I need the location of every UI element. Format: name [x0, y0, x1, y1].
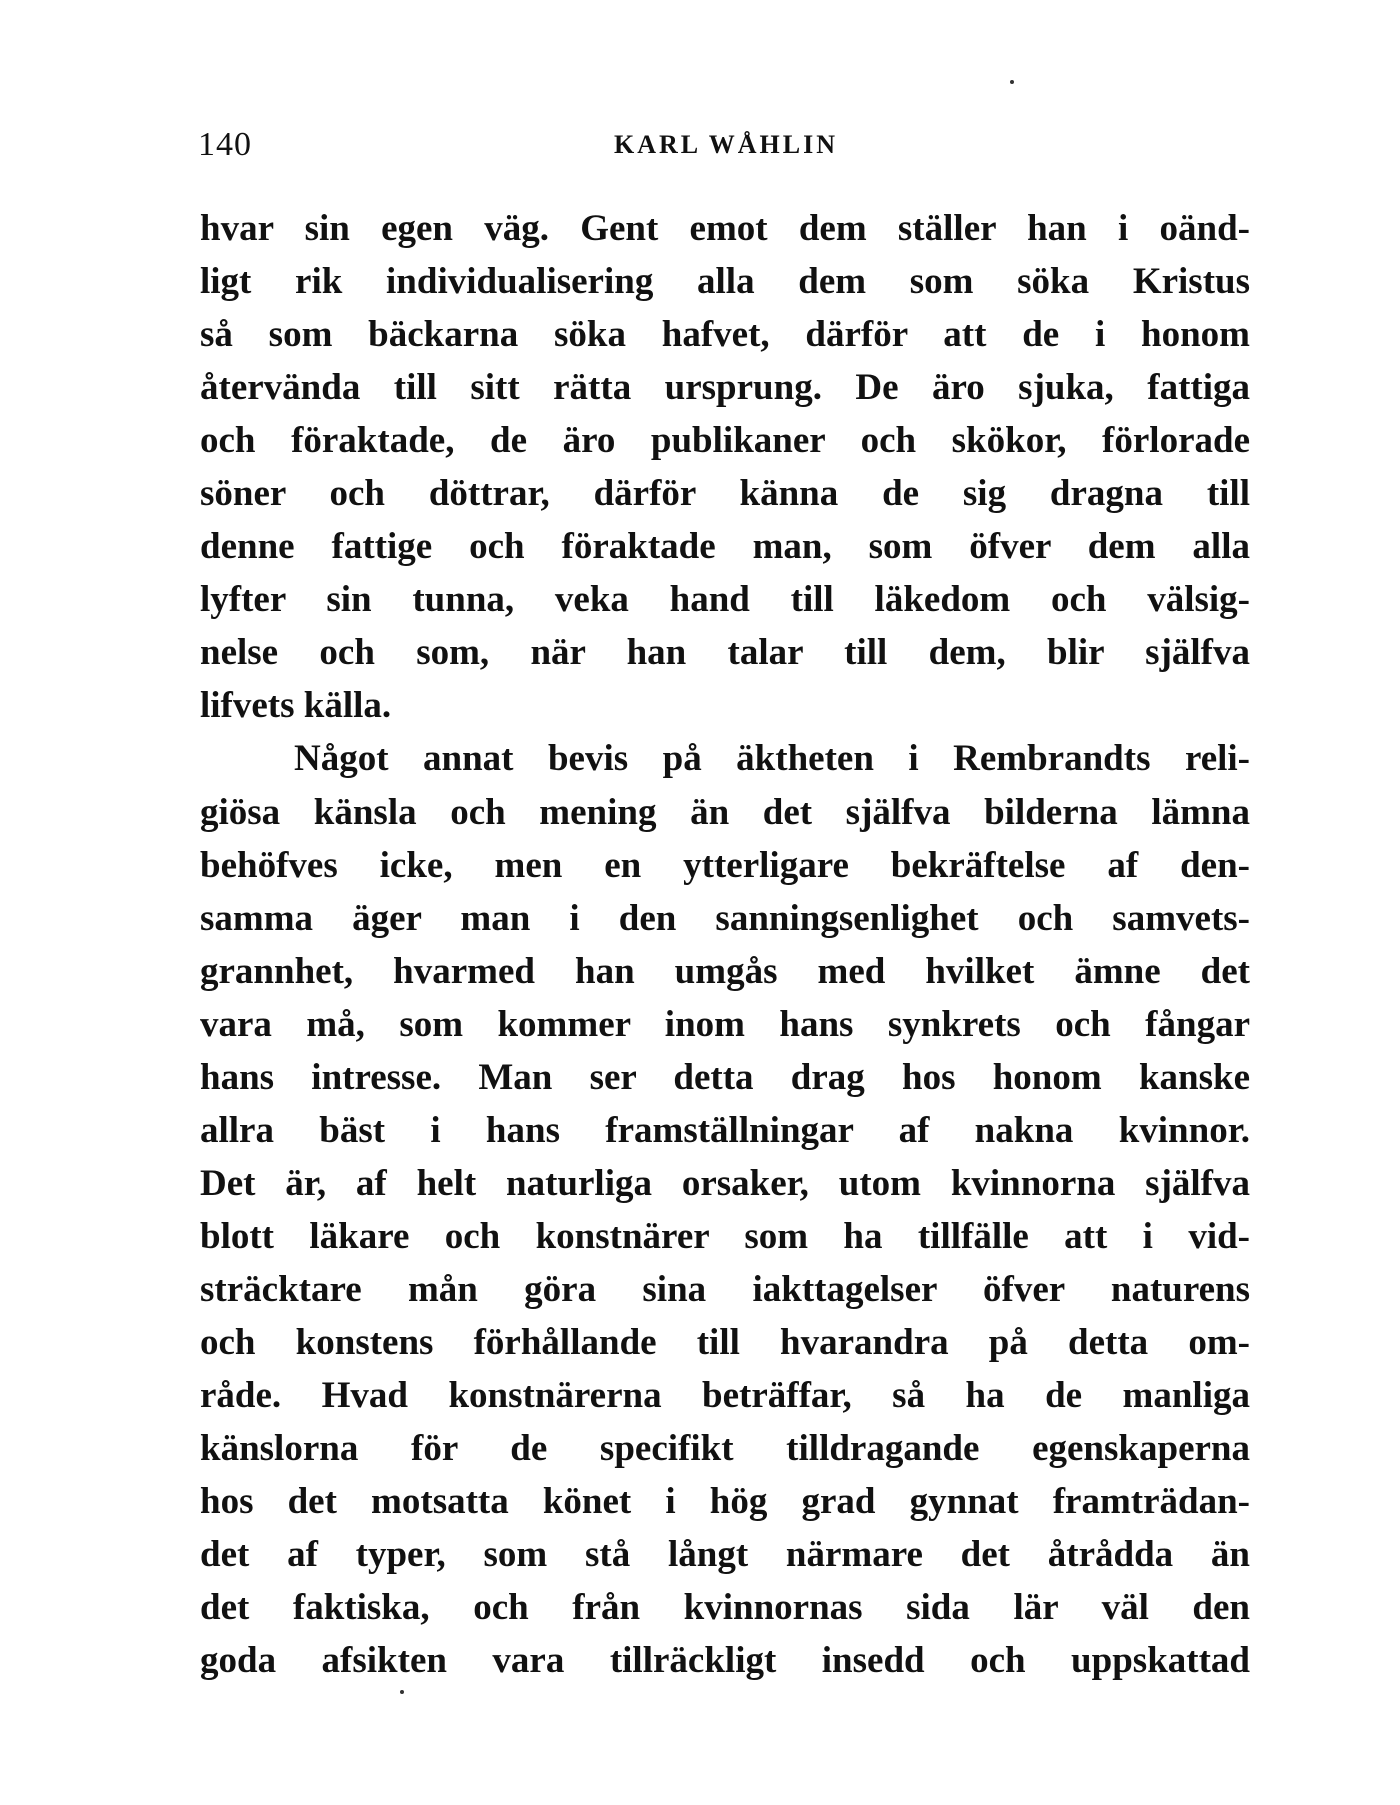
text-line: hvar sin egen väg. Gent emot dem ställer han i oänd-	[200, 208, 1250, 249]
text-line: blott läkare och konstnärer som ha tillfälle att i vid-	[200, 1215, 1250, 1257]
running-head: KARL WÅHLIN	[614, 130, 838, 159]
text-line: ligt rik individualisering alla dem som söka Kristus	[200, 261, 1250, 303]
paragraph-2	[200, 732, 1250, 1687]
text-line: grannhet, hvarmed han umgås med hvilket ämne det	[200, 950, 1250, 992]
body-text	[200, 202, 1250, 1687]
page-number: 140	[198, 126, 252, 163]
print-speck	[400, 1690, 404, 1694]
text-line: och konstens förhållande till hvarandra på detta om-	[200, 1321, 1250, 1363]
text-line: återvända till sitt rätta ursprung. De äro sjuka, fattiga	[200, 367, 1250, 409]
text-line: det faktiska, och från kvinnornas sida lär väl den	[200, 1587, 1250, 1629]
text-line: känslorna för de specifikt tilldragande egenskaperna	[200, 1428, 1250, 1470]
text-line: goda afsikten vara tillräckligt insedd och uppskattad	[200, 1640, 1250, 1682]
text-line: lyfter sin tunna, veka hand till läkedom och välsig-	[200, 579, 1250, 621]
paragraph-1	[200, 202, 1250, 732]
text-line: vara må, som kommer inom hans synkrets och fångar	[200, 1003, 1250, 1045]
text-line: sträcktare mån göra sina iakttagelser öfver naturens	[200, 1268, 1250, 1310]
text-line: hans intresse. Man ser detta drag hos honom kanske	[200, 1056, 1250, 1098]
text-line: samma äger man i den sanningsenlighet och samvets-	[200, 897, 1250, 939]
text-line: söner och döttrar, därför känna de sig dragna till	[200, 473, 1250, 515]
page-header	[198, 126, 1254, 176]
text-line: Något annat bevis på äktheten i Rembrandts reli-	[294, 738, 1250, 780]
text-line: behöfves icke, men en ytterligare bekräftelse af den-	[200, 844, 1250, 886]
text-line: lifvets källa.	[200, 685, 392, 727]
text-line: hos det motsatta könet i hög grad gynnat framträdan-	[200, 1481, 1250, 1523]
text-line: så som bäckarna söka hafvet, därför att de i honom	[200, 314, 1250, 356]
text-line: allra bäst i hans framställningar af nakna kvinnor.	[200, 1109, 1250, 1151]
text-line: Det är, af helt naturliga orsaker, utom kvinnorna själfva	[200, 1162, 1250, 1204]
text-line: nelse och som, när han talar till dem, blir själfva	[200, 632, 1250, 674]
print-speck	[1010, 80, 1014, 84]
text-line: och föraktade, de äro publikaner och skökor, förlorade	[200, 420, 1250, 462]
text-line: det af typer, som stå långt närmare det åtrådda än	[200, 1534, 1250, 1576]
text-line: råde. Hvad konstnärerna beträffar, så ha de manliga	[200, 1375, 1250, 1417]
text-line: giösa känsla och mening än det själfva bilderna lämna	[200, 791, 1250, 833]
text-line: denne fattige och föraktade man, som öfver dem alla	[200, 526, 1250, 568]
